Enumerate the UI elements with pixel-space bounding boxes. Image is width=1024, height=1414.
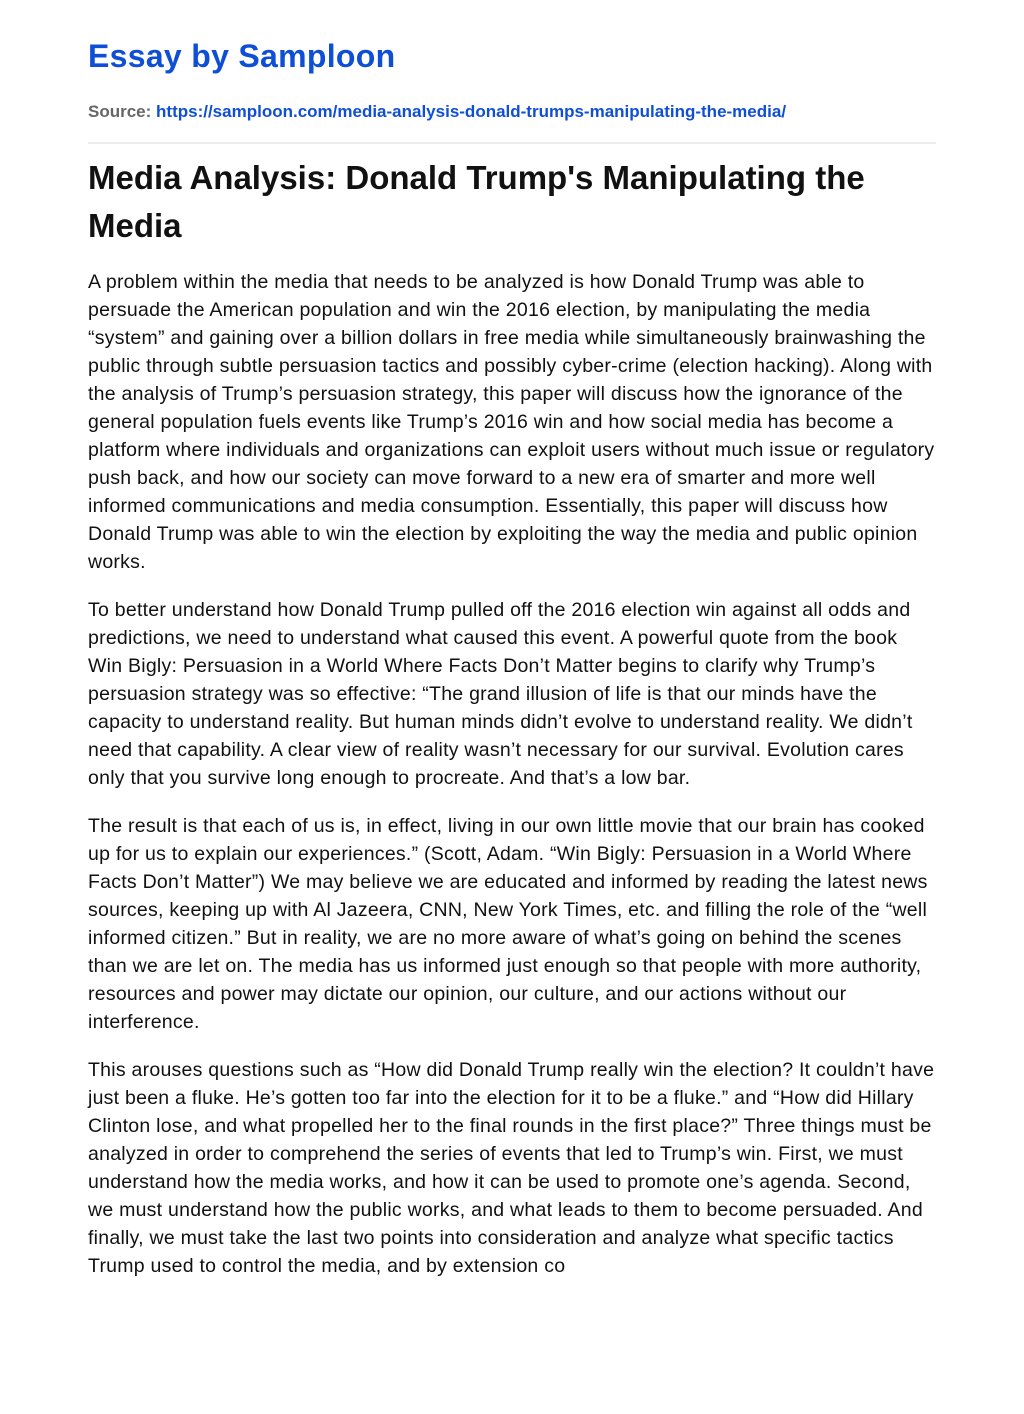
paragraph: The result is that each of us is, in effect, living in our own little movie that our brain has cooked up for us to explain our experiences.” (Scott, Adam. “Win Bigly: Persuasion in a World Where Facts Don’t Matter”) We may believe we are educated and informed by reading the latest news sources, keeping up with Al Jazeera, CNN, New York Times, etc. and filling the role of the “well informed citizen.” But in reality, we are no more aware of what’s going on behind the scenes than we are let on. The media has us informed just enough so that people with more authority, resources and power may dictate our opinion, our culture, and our actions without our interference. <box>88 815 928 1033</box>
essay-page <box>88 0 936 1300</box>
divider <box>88 142 936 144</box>
paragraph: This arouses questions such as “How did Donald Trump really win the election? It couldn’t have just been a fluke. He’s gotten too far into the election for it to be a fluke.” and “How did Hillary Clinton lose, and what propelled her to the final rounds in the first place?” Three things must be analyzed in order to comprehend the series of events that led to Trump’s win. First, we must understand how the media works, and how it can be used to promote one’s agenda. Second, we must understand how the public works, and what leads to them to become persuaded. And finally, we must take the last two points into consideration and analyze what specific tactics Trump used to control the media, and by extension co <box>88 1059 935 1277</box>
paragraph: To better understand how Donald Trump pulled off the 2016 election win against all odds and predictions, we need to understand what caused this event. A powerful quote from the book Win Bigly: Persuasion in a World Where Facts Don’t Matter begins to clarify why Trump’s persuasion strategy was so effective: “The grand illusion of life is that our minds have the capacity to understand reality. But human minds didn’t evolve to understand reality. We didn’t need that capability. A clear view of reality wasn’t necessary for our survival. Evolution cares only that you survive long enough to procreate. And that’s a low bar. <box>88 599 913 789</box>
source-label: Source: <box>88 102 152 121</box>
source-line <box>88 100 936 124</box>
paragraph: A problem within the media that needs to be analyzed is how Donald Trump was able to persuade the American population and win the 2016 election, by manipulating the media “system” and gaining over a billion dollars in free media while simultaneously brainwashing the public through subtle persuasion tactics and possibly cyber-crime (election hacking). Along with the analysis of Trump’s persuasion strategy, this paper will discuss how the ignorance of the general population fuels events like Trump’s 2016 win and how social media has become a platform where individuals and organizations can exploit users without much issue or regulatory push back, and how our society can move forward to a new era of smarter and more well informed communications and media consumption. Essentially, this paper will discuss how Donald Trump was able to win the election by exploiting the way the media and public opinion works. <box>88 271 935 573</box>
source-link[interactable]: https://samploon.com/media-analysis-donald-trumps-manipulating-the-media/ <box>156 102 787 121</box>
brand-title: Essay by Samploon <box>88 38 396 74</box>
article-title: Media Analysis: Donald Trump's Manipulating the Media <box>88 159 865 244</box>
